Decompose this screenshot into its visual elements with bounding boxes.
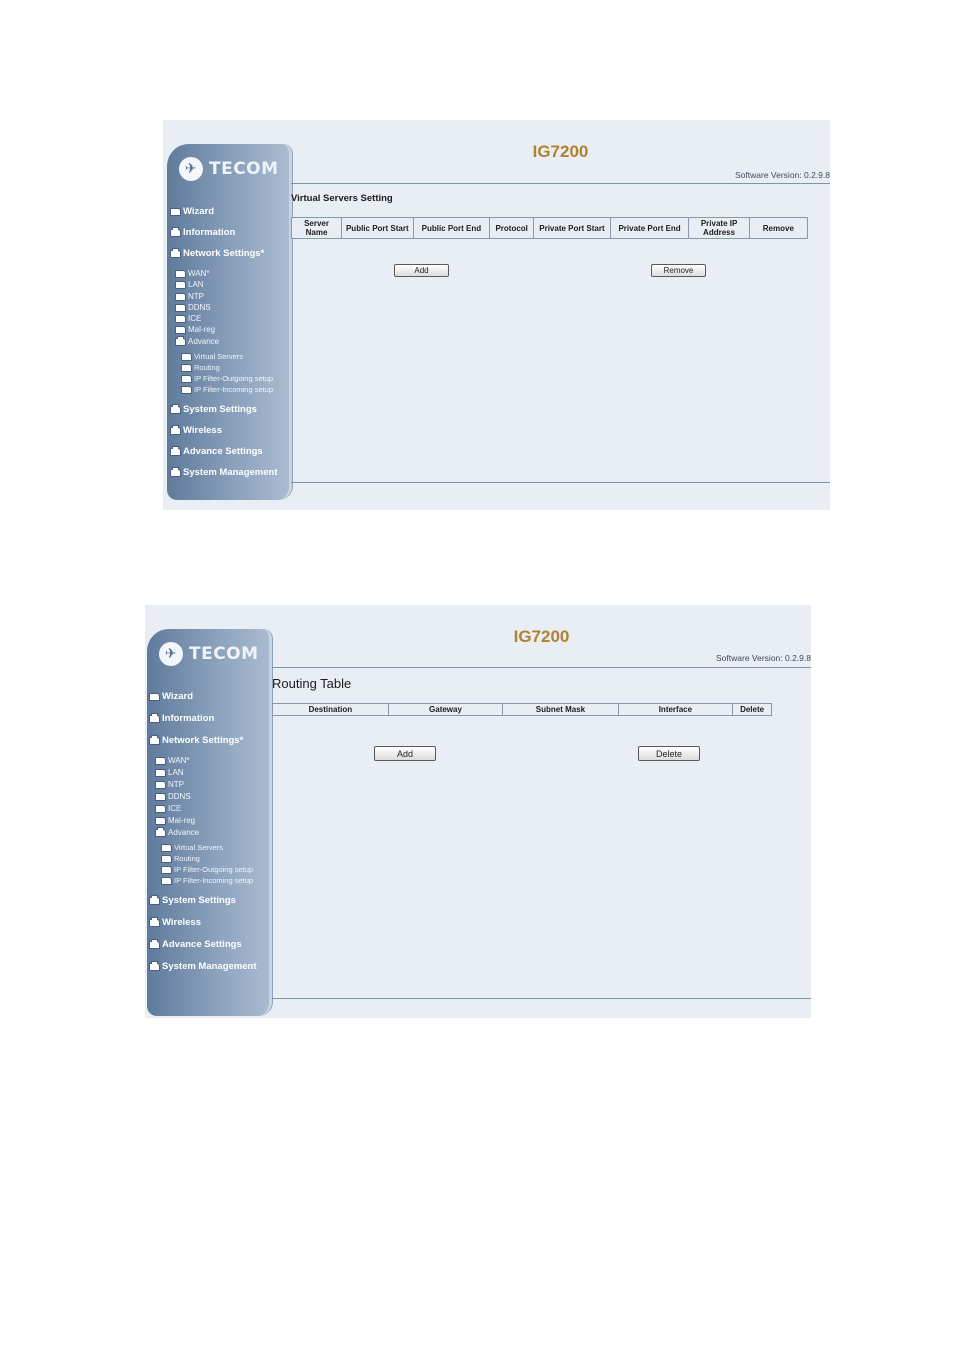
folder-icon	[161, 844, 172, 852]
folder-icon	[181, 353, 192, 361]
folder-open-icon	[170, 469, 181, 477]
folder-open-icon	[170, 448, 181, 456]
folder-icon	[161, 866, 172, 874]
table-header-row	[292, 218, 808, 239]
nav-wizard[interactable]: Wizard	[149, 691, 193, 702]
nav-ntp[interactable]: NTP	[175, 292, 204, 301]
folder-icon	[175, 293, 186, 301]
folder-icon	[175, 304, 186, 312]
footer-divider	[291, 482, 830, 483]
folder-open-icon	[175, 338, 186, 346]
nav-advance-settings[interactable]: Advance Settings	[170, 446, 263, 457]
folder-icon	[155, 781, 166, 789]
page-title: Virtual Servers Setting	[291, 193, 393, 204]
nav-lan[interactable]: LAN	[175, 280, 204, 289]
folder-icon	[155, 793, 166, 801]
nav-lan[interactable]: LAN	[155, 768, 184, 777]
folder-open-icon	[170, 406, 181, 414]
nav-wan[interactable]: WAN*	[175, 269, 209, 278]
nav-network-settings[interactable]: Network Settings*	[170, 248, 264, 259]
column-header: Protocol	[490, 218, 534, 239]
tecom-logo-icon: ✈	[179, 157, 203, 181]
nav-wireless[interactable]: Wireless	[149, 917, 201, 928]
nav-information[interactable]: Information	[149, 713, 214, 724]
folder-icon	[181, 386, 192, 394]
nav-network-settings[interactable]: Network Settings*	[149, 735, 243, 746]
folder-icon	[155, 805, 166, 813]
column-header: Private IP Address	[689, 218, 749, 239]
nav-advance[interactable]: Advance	[175, 337, 219, 346]
nav-system-settings[interactable]: System Settings	[170, 404, 257, 415]
nav-wireless[interactable]: Wireless	[170, 425, 222, 436]
model-title: IG7200	[513, 627, 570, 646]
software-version: Software Version: 0.2.9.8	[735, 170, 830, 180]
folder-icon	[175, 270, 186, 278]
nav-wan[interactable]: WAN*	[155, 756, 189, 765]
column-header: Remove	[749, 218, 807, 239]
folder-open-icon	[149, 963, 160, 971]
folder-icon	[161, 855, 172, 863]
header-divider	[291, 183, 830, 184]
column-header: Interface	[618, 704, 733, 716]
tecom-logo: ✈ TECOM	[159, 639, 259, 669]
column-header: Private Port Start	[534, 218, 611, 239]
folder-open-icon	[149, 941, 160, 949]
column-header: Delete	[733, 704, 772, 716]
add-button[interactable]: Add	[374, 746, 436, 761]
virtual-servers-screenshot	[163, 120, 830, 510]
folder-icon	[155, 817, 166, 825]
column-header: Server Name	[292, 218, 342, 239]
footer-divider	[272, 998, 811, 999]
software-version: Software Version: 0.2.9.8	[716, 653, 811, 663]
folder-icon	[155, 769, 166, 777]
nav-advance[interactable]: Advance	[155, 828, 199, 837]
folder-icon	[175, 315, 186, 323]
folder-open-icon	[149, 715, 160, 723]
column-header: Public Port End	[413, 218, 490, 239]
routing-table-screenshot	[145, 605, 811, 1018]
folder-icon	[175, 326, 186, 334]
tecom-logo-icon: ✈	[159, 642, 183, 666]
nav-mal-reg[interactable]: Mal-reg	[155, 816, 195, 825]
table-header-row	[273, 704, 772, 716]
nav-system-management[interactable]: System Management	[170, 467, 278, 478]
column-header: Gateway	[388, 704, 503, 716]
header-divider	[272, 667, 811, 668]
sidebar	[147, 629, 272, 1016]
nav-ice[interactable]: ICE	[155, 804, 181, 813]
nav-ddns[interactable]: DDNS	[155, 792, 191, 801]
nav-virtual-servers[interactable]: Virtual Servers	[181, 352, 243, 361]
folder-icon	[161, 877, 172, 885]
folder-icon	[175, 281, 186, 289]
nav-ip-filter-outgoing[interactable]: IP Filter-Outgoing setup	[161, 865, 253, 874]
folder-open-icon	[149, 919, 160, 927]
column-header: Subnet Mask	[503, 704, 618, 716]
folder-icon	[181, 364, 192, 372]
main-content	[291, 120, 830, 510]
folder-open-icon	[149, 897, 160, 905]
nav-advance-settings[interactable]: Advance Settings	[149, 939, 242, 950]
routing-table	[272, 703, 772, 716]
nav-virtual-servers[interactable]: Virtual Servers	[161, 843, 223, 852]
remove-button[interactable]: Remove	[651, 264, 706, 277]
column-header: Public Port Start	[342, 218, 414, 239]
nav-routing[interactable]: Routing	[161, 854, 200, 863]
main-content	[272, 605, 811, 1018]
nav-mal-reg[interactable]: Mal-reg	[175, 325, 215, 334]
folder-icon	[155, 757, 166, 765]
nav-ip-filter-outgoing[interactable]: IP Filter-Outgoing setup	[181, 374, 273, 383]
folder-open-icon	[149, 737, 160, 745]
nav-ip-filter-incoming[interactable]: IP Filter-Incoming setup	[181, 385, 273, 394]
nav-ice[interactable]: ICE	[175, 314, 201, 323]
folder-icon	[170, 208, 181, 216]
nav-information[interactable]: Information	[170, 227, 235, 238]
delete-button[interactable]: Delete	[638, 746, 700, 761]
virtual-servers-table	[291, 217, 808, 239]
nav-system-settings[interactable]: System Settings	[149, 895, 236, 906]
nav-routing[interactable]: Routing	[181, 363, 220, 372]
add-button[interactable]: Add	[394, 264, 449, 277]
model-title: IG7200	[532, 142, 589, 161]
tecom-logo: ✈ TECOM	[179, 154, 279, 184]
sidebar	[167, 144, 292, 500]
folder-icon	[181, 375, 192, 383]
folder-open-icon	[170, 229, 181, 237]
folder-open-icon	[170, 427, 181, 435]
page-title: Routing Table	[272, 676, 352, 691]
column-header: Private Port End	[610, 218, 689, 239]
folder-open-icon	[155, 829, 166, 837]
nav-wizard[interactable]: Wizard	[170, 206, 214, 217]
nav-system-management[interactable]: System Management	[149, 961, 257, 972]
column-header: Destination	[273, 704, 389, 716]
nav-ip-filter-incoming[interactable]: IP Filter-Incoming setup	[161, 876, 253, 885]
nav-ntp[interactable]: NTP	[155, 780, 184, 789]
folder-icon	[149, 693, 160, 701]
nav-ddns[interactable]: DDNS	[175, 303, 211, 312]
folder-open-icon	[170, 250, 181, 258]
